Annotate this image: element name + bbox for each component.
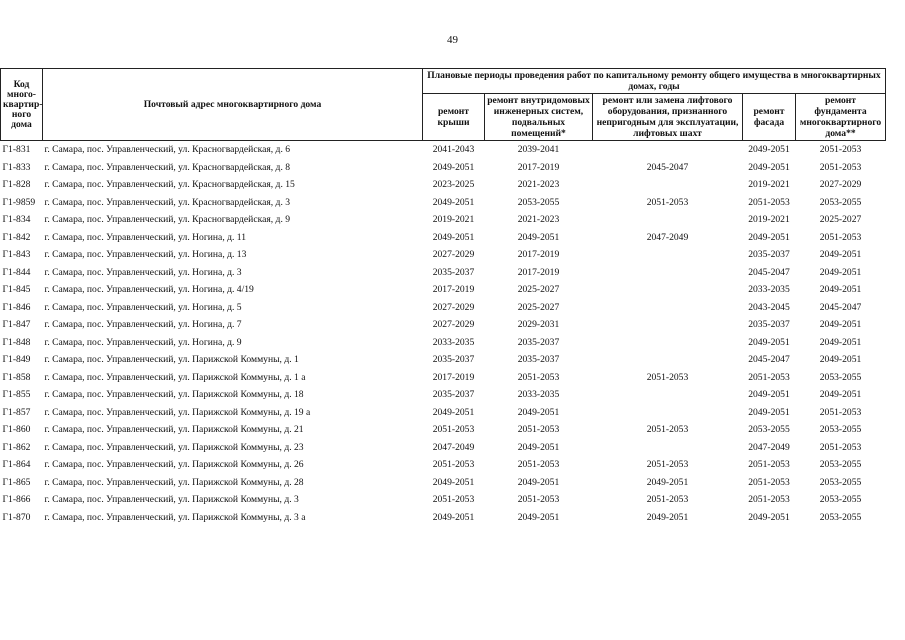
cell-roof: 2051-2053 (432, 424, 475, 436)
repair-schedule-table (0, 68, 886, 526)
cell-lift: 2051-2053 (646, 371, 689, 383)
cell-code: Г1-870 (2, 511, 31, 523)
cell-code: Г1-846 (2, 301, 31, 313)
cell-foundation: 2045-2047 (819, 301, 862, 313)
cell-address: г. Самара, пос. Управленческий, ул. Парижской Коммуны, д. 23 (44, 441, 304, 453)
cell-address: г. Самара, пос. Управленческий, ул. Красногвардейская, д. 15 (44, 179, 295, 191)
cell-facade: 2051-2053 (748, 476, 790, 488)
cell-systems: 2051-2053 (517, 424, 560, 436)
header-facade: ремонт фасада (743, 94, 796, 141)
cell-foundation: 2051-2053 (819, 441, 862, 453)
cell-systems: 2035-2037 (517, 354, 560, 366)
table-row (1, 229, 886, 247)
table-row (1, 299, 886, 317)
cell-facade: 2045-2047 (748, 266, 790, 278)
cell-lift: 2051-2053 (646, 494, 689, 506)
cell-code: Г1-833 (2, 161, 31, 173)
cell-address: г. Самара, пос. Управленческий, ул. Ногина, д. 4/19 (44, 284, 254, 296)
cell-foundation: 2051-2053 (819, 231, 862, 243)
table-row (1, 159, 886, 177)
cell-systems: 2049-2051 (517, 406, 560, 418)
cell-roof: 2017-2019 (432, 371, 475, 383)
cell-address: г. Самара, пос. Управленческий, ул. Парижской Коммуны, д. 19 а (44, 406, 311, 418)
cell-code: Г1-847 (2, 319, 31, 331)
cell-roof: 2027-2029 (432, 319, 475, 331)
cell-facade: 2049-2051 (748, 231, 790, 243)
header-address: Почтовый адрес многоквартирного дома (43, 69, 423, 141)
table-row (1, 264, 886, 282)
table-row (1, 491, 886, 509)
cell-code: Г1-857 (2, 406, 31, 418)
header-roof: ремонт крыши (423, 94, 485, 141)
cell-roof: 2027-2029 (432, 301, 475, 313)
table-row (1, 141, 886, 159)
cell-code: Г1-849 (2, 354, 31, 366)
cell-foundation: 2027-2029 (819, 179, 862, 191)
cell-facade: 2049-2051 (748, 511, 790, 523)
cell-roof: 2047-2049 (432, 441, 475, 453)
header-foundation: ремонт фундамента многоквартирного дома** (796, 94, 886, 141)
cell-address: г. Самара, пос. Управленческий, ул. Парижской Коммуны, д. 26 (44, 459, 304, 471)
cell-foundation: 2049-2051 (819, 336, 862, 348)
cell-address: г. Самара, пос. Управленческий, ул. Ногина, д. 7 (44, 319, 242, 331)
cell-code: Г1-9859 (2, 196, 36, 208)
cell-roof: 2035-2037 (432, 389, 475, 401)
table-row (1, 176, 886, 194)
cell-foundation: 2053-2055 (819, 494, 862, 506)
cell-systems: 2021-2023 (517, 214, 560, 226)
cell-roof: 2027-2029 (432, 249, 475, 261)
cell-lift: 2051-2053 (646, 459, 689, 471)
cell-foundation: 2049-2051 (819, 266, 862, 278)
cell-foundation: 2049-2051 (819, 354, 862, 366)
cell-code: Г1-828 (2, 179, 31, 191)
cell-facade: 2051-2053 (748, 459, 790, 471)
header-periods-group: Плановые периоды проведения работ по капитальному ремонту общего имущества в многоквартирных домах, годы (423, 69, 886, 94)
cell-roof: 2049-2051 (432, 196, 475, 208)
cell-code: Г1-855 (2, 389, 31, 401)
cell-foundation: 2053-2055 (819, 196, 862, 208)
cell-facade: 2043-2045 (748, 301, 790, 313)
cell-address: г. Самара, пос. Управленческий, ул. Ногина, д. 9 (44, 336, 242, 348)
page-number: 49 (447, 34, 458, 46)
cell-address: г. Самара, пос. Управленческий, ул. Красногвардейская, д. 9 (44, 214, 291, 226)
cell-systems: 2025-2027 (517, 301, 560, 313)
cell-code: Г1-866 (2, 494, 31, 506)
cell-foundation: 2051-2053 (819, 144, 862, 156)
cell-roof: 2041-2043 (432, 144, 475, 156)
cell-lift (593, 351, 743, 369)
table-row (1, 211, 886, 229)
cell-facade: 2049-2051 (748, 161, 790, 173)
cell-facade: 2033-2035 (748, 284, 790, 296)
cell-facade: 2051-2053 (748, 371, 790, 383)
cell-systems: 2051-2053 (517, 371, 560, 383)
cell-systems: 2053-2055 (517, 196, 560, 208)
cell-lift (593, 281, 743, 299)
cell-code: Г1-834 (2, 214, 31, 226)
cell-systems: 2025-2027 (517, 284, 560, 296)
cell-address: г. Самара, пос. Управленческий, ул. Парижской Коммуны, д. 21 (44, 424, 304, 436)
cell-systems: 2017-2019 (517, 249, 560, 261)
cell-address: г. Самара, пос. Управленческий, ул. Парижской Коммуны, д. 3 (44, 494, 299, 506)
cell-address: г. Самара, пос. Управленческий, ул. Красногвардейская, д. 3 (44, 196, 291, 208)
cell-foundation: 2053-2055 (819, 424, 862, 436)
cell-lift (593, 316, 743, 334)
table-row (1, 281, 886, 299)
cell-address: г. Самара, пос. Управленческий, ул. Парижской Коммуны, д. 3 а (44, 511, 306, 523)
cell-facade: 2047-2049 (748, 441, 790, 453)
cell-lift: 2051-2053 (646, 424, 689, 436)
cell-roof: 2035-2037 (432, 266, 475, 278)
cell-address: г. Самара, пос. Управленческий, ул. Красногвардейская, д. 8 (44, 161, 291, 173)
cell-address: г. Самара, пос. Управленческий, ул. Ногина, д. 5 (44, 301, 242, 313)
cell-roof: 2023-2025 (432, 179, 475, 191)
table-row (1, 439, 886, 457)
cell-facade: 2049-2051 (748, 406, 790, 418)
cell-systems: 2039-2041 (517, 144, 560, 156)
header-code: Код много-квартир-ного дома (1, 69, 43, 141)
cell-roof: 2049-2051 (432, 511, 475, 523)
cell-facade: 2049-2051 (748, 336, 790, 348)
header-systems: ремонт внутридомовых инженерных систем, подвальных помещений* (485, 94, 593, 141)
cell-roof: 2017-2019 (432, 284, 475, 296)
cell-systems: 2017-2019 (517, 161, 560, 173)
cell-systems: 2049-2051 (517, 231, 560, 243)
cell-code: Г1-860 (2, 424, 31, 436)
cell-address: г. Самара, пос. Управленческий, ул. Красногвардейская, д. 6 (44, 144, 291, 156)
cell-foundation: 2053-2055 (819, 511, 862, 523)
cell-foundation: 2051-2053 (819, 161, 862, 173)
cell-address: г. Самара, пос. Управленческий, ул. Парижской Коммуны, д. 18 (44, 389, 304, 401)
cell-address: г. Самара, пос. Управленческий, ул. Парижской Коммуны, д. 28 (44, 476, 304, 488)
cell-code: Г1-844 (2, 266, 31, 278)
table-header (1, 69, 886, 141)
header-lift: ремонт или замена лифтового оборудования, признанного непригодным для эксплуатации, лифтовых шахт (593, 94, 743, 141)
cell-foundation: 2053-2055 (819, 371, 862, 383)
cell-code: Г1-865 (2, 476, 31, 488)
table-row (1, 369, 886, 387)
cell-facade: 2035-2037 (748, 249, 790, 261)
cell-roof: 2051-2053 (432, 494, 475, 506)
table-row (1, 351, 886, 369)
table-row (1, 456, 886, 474)
cell-facade: 2045-2047 (748, 354, 790, 366)
cell-lift (593, 141, 743, 159)
cell-roof: 2019-2021 (432, 214, 475, 226)
cell-lift: 2049-2051 (646, 476, 689, 488)
cell-roof: 2049-2051 (432, 161, 475, 173)
cell-lift: 2045-2047 (646, 161, 689, 173)
cell-roof: 2049-2051 (432, 231, 475, 243)
table-row (1, 404, 886, 422)
cell-foundation: 2051-2053 (819, 406, 862, 418)
cell-lift: 2047-2049 (646, 231, 689, 243)
cell-code: Г1-843 (2, 249, 31, 261)
cell-foundation: 2049-2051 (819, 284, 862, 296)
cell-code: Г1-848 (2, 336, 31, 348)
cell-code: Г1-864 (2, 459, 31, 471)
cell-code: Г1-862 (2, 441, 31, 453)
cell-foundation: 2049-2051 (819, 319, 862, 331)
cell-code: Г1-842 (2, 231, 31, 243)
table-body (1, 141, 886, 527)
cell-systems: 2029-2031 (517, 319, 560, 331)
cell-address: г. Самара, пос. Управленческий, ул. Парижской Коммуны, д. 1 (44, 354, 299, 366)
cell-lift (593, 334, 743, 352)
cell-code: Г1-831 (2, 144, 31, 156)
cell-address: г. Самара, пос. Управленческий, ул. Ногина, д. 3 (44, 266, 242, 278)
table-row (1, 334, 886, 352)
cell-lift: 2049-2051 (646, 511, 689, 523)
cell-foundation: 2049-2051 (819, 389, 862, 401)
table-row (1, 386, 886, 404)
cell-systems: 2051-2053 (517, 494, 560, 506)
table-row (1, 421, 886, 439)
table-row (1, 509, 886, 527)
cell-lift (593, 176, 743, 194)
cell-address: г. Самара, пос. Управленческий, ул. Парижской Коммуны, д. 1 а (44, 371, 306, 383)
table-row (1, 194, 886, 212)
cell-roof: 2051-2053 (432, 459, 475, 471)
cell-roof: 2049-2051 (432, 406, 475, 418)
cell-systems: 2049-2051 (517, 441, 560, 453)
cell-systems: 2051-2053 (517, 459, 560, 471)
cell-facade: 2053-2055 (748, 424, 790, 436)
cell-foundation: 2053-2055 (819, 459, 862, 471)
cell-systems: 2017-2019 (517, 266, 560, 278)
cell-facade: 2035-2037 (748, 319, 790, 331)
cell-roof: 2049-2051 (432, 476, 475, 488)
cell-lift (593, 211, 743, 229)
cell-facade: 2049-2051 (748, 389, 790, 401)
cell-lift (593, 299, 743, 317)
cell-roof: 2035-2037 (432, 354, 475, 366)
cell-address: г. Самара, пос. Управленческий, ул. Ногина, д. 11 (44, 231, 247, 243)
cell-systems: 2049-2051 (517, 476, 560, 488)
cell-lift (593, 404, 743, 422)
table-row (1, 316, 886, 334)
cell-foundation: 2049-2051 (819, 249, 862, 261)
cell-code: Г1-858 (2, 371, 31, 383)
cell-lift (593, 264, 743, 282)
cell-lift (593, 386, 743, 404)
cell-lift (593, 246, 743, 264)
cell-facade: 2019-2021 (748, 214, 790, 226)
cell-foundation: 2053-2055 (819, 476, 862, 488)
cell-foundation: 2025-2027 (819, 214, 862, 226)
cell-systems: 2049-2051 (517, 511, 560, 523)
table-row (1, 474, 886, 492)
cell-facade: 2019-2021 (748, 179, 790, 191)
cell-facade: 2051-2053 (748, 196, 790, 208)
cell-systems: 2035-2037 (517, 336, 560, 348)
cell-facade: 2049-2051 (748, 144, 790, 156)
cell-facade: 2051-2053 (748, 494, 790, 506)
cell-systems: 2033-2035 (517, 389, 560, 401)
table-row (1, 246, 886, 264)
cell-systems: 2021-2023 (517, 179, 560, 191)
cell-code: Г1-845 (2, 284, 31, 296)
cell-roof: 2033-2035 (432, 336, 475, 348)
cell-lift (593, 439, 743, 457)
cell-lift: 2051-2053 (646, 196, 689, 208)
cell-address: г. Самара, пос. Управленческий, ул. Ногина, д. 13 (44, 249, 247, 261)
